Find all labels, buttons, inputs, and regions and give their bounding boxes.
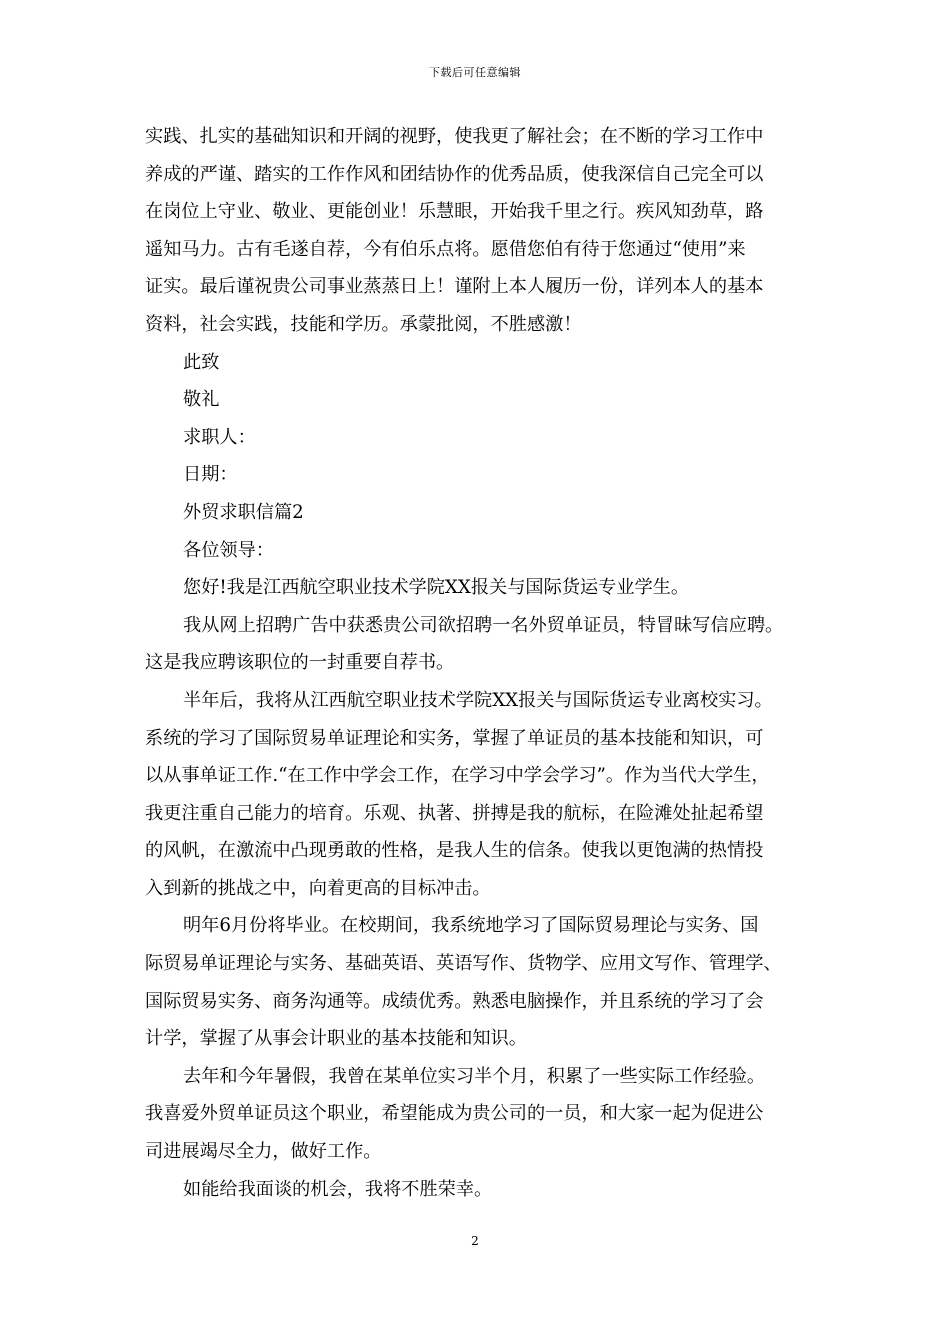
text-line: 国际贸易实务、商务沟通等。成绩优秀。熟悉电脑操作，并且系统的学习了会 xyxy=(145,990,764,1012)
text-line: 系统的学习了国际贸易单证理论和实务，掌握了单证员的基本技能和知识，可 xyxy=(145,727,764,749)
text-line: 在岗位上守业、敬业、更能创业！乐慧眼，开始我千里之行。疾风知劲草，路 xyxy=(145,201,764,223)
text-line: 去年和今年暑假，我曾在某单位实习半个月，积累了一些实际工作经验。 xyxy=(183,1065,766,1087)
text-line: 半年后，我将从江西航空职业技术学院XX报关与国际货运专业离校实习。 xyxy=(183,689,773,711)
page-number: 2 xyxy=(471,1234,479,1248)
closing-regards: 敬礼 xyxy=(183,389,220,411)
text-line: 资料，社会实践，技能和学历。承蒙批阅，不胜感激！ xyxy=(145,313,582,335)
text-line: 入到新的挑战之中，向着更高的目标冲击。 xyxy=(145,877,491,899)
date-label: 日期： xyxy=(183,464,238,486)
text-line: 明年6月份将毕业。在校期间，我系统地学习了国际贸易理论与实务、国 xyxy=(183,915,759,937)
document-body xyxy=(145,118,827,1208)
text-line: 您好!我是江西航空职业技术学院XX报关与国际货运专业学生。 xyxy=(183,577,690,599)
text-line: 以从事单证工作.“在工作中学会工作，在学习中学会学习”。作为当代大学生， xyxy=(145,765,770,787)
text-line: 司进展竭尽全力，做好工作。 xyxy=(145,1141,382,1163)
applicant-label: 求职人： xyxy=(183,426,256,448)
text-line: 实践、扎实的基础知识和开阔的视野，使我更了解社会；在不断的学习工作中 xyxy=(145,126,764,147)
page-header: 下载后可任意编辑 xyxy=(429,66,521,79)
text-line: 的风帆，在激流中凸现勇敢的性格，是我人生的信条。使我以更饱满的热情投 xyxy=(145,840,764,862)
closing-salutation: 此致 xyxy=(183,351,220,373)
text-line: 遥知马力。古有毛遂自荐，今有伯乐点将。愿借您伯有待于您通过“使用”来 xyxy=(145,238,746,260)
text-line: 计学，掌握了从事会计职业的基本技能和知识。 xyxy=(145,1028,527,1050)
section-title: 外贸求职信篇2 xyxy=(183,501,304,523)
text-line: 际贸易单证理论与实务、基础英语、英语写作、货物学、应用文写作、管理学、 xyxy=(145,953,782,975)
text-line: 证实。最后谨祝贵公司事业蒸蒸日上！谨附上本人履历一份，详列本人的基本 xyxy=(145,276,764,298)
text-line: 如能给我面谈的机会，我将不胜荣幸。 xyxy=(183,1178,493,1200)
text-line: 我喜爱外贸单证员这个职业，希望能成为贵公司的一员，和大家一起为促进公 xyxy=(145,1103,764,1125)
greeting: 各位领导： xyxy=(183,539,274,561)
text-line: 这是我应聘该职位的一封重要自荐书。 xyxy=(145,652,455,674)
text-line: 我更注重自己能力的培育。乐观、执著、拼搏是我的航标，在险滩处扯起希望 xyxy=(145,802,764,824)
text-line: 养成的严谨、踏实的工作作风和团结协作的优秀品质，使我深信自己完全可以 xyxy=(145,163,764,185)
text-line: 我从网上招聘广告中获悉贵公司欲招聘一名外贸单证员，特冒昧写信应聘。 xyxy=(183,614,784,636)
